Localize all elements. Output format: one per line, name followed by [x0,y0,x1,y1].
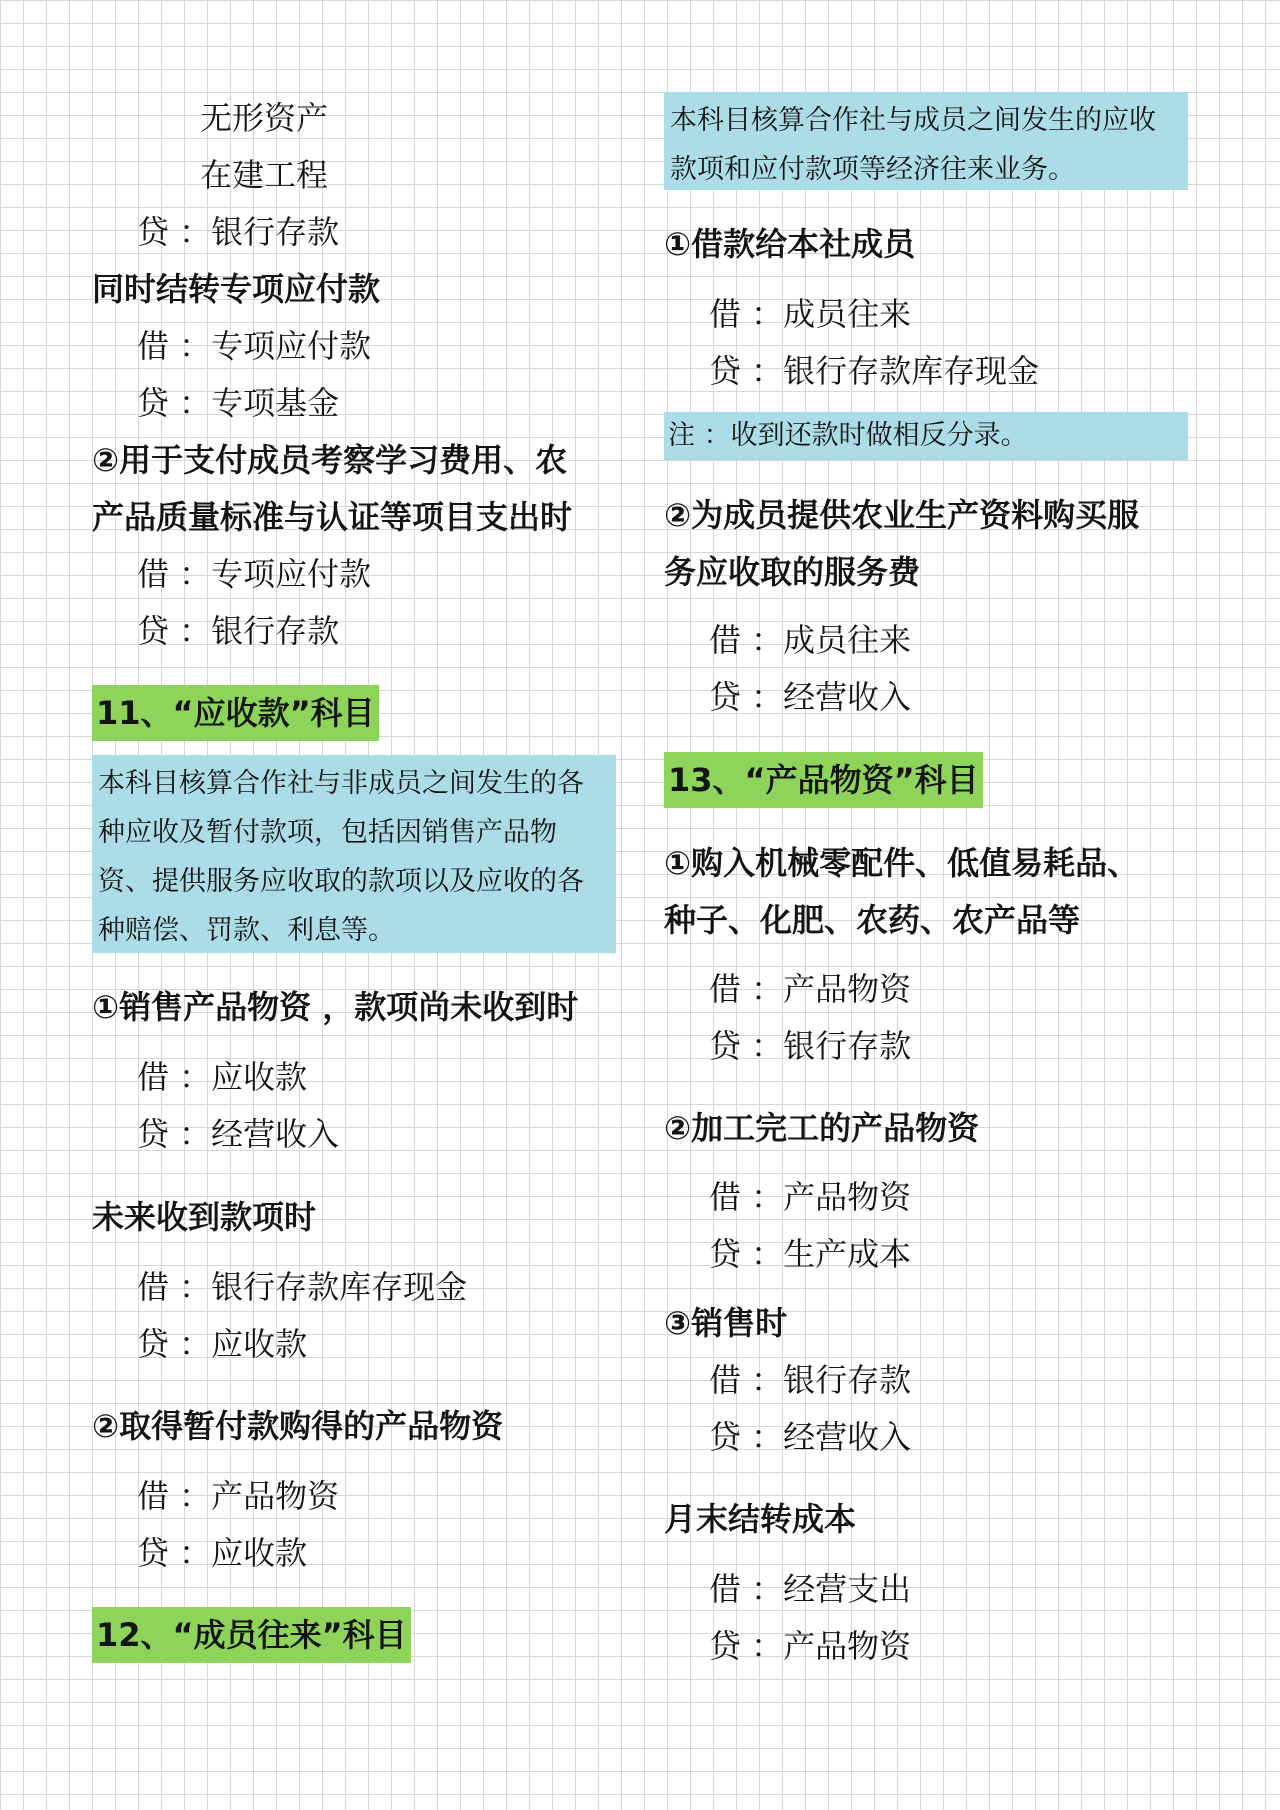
entry-line: 无形资产 [200,99,329,137]
credit-line: 贷 ：生产成本 [709,1235,912,1273]
debit-line: 借 ：银行存款库存现金 [137,1268,468,1306]
debit-line: 借 ：产品物资 [137,1477,340,1515]
section-header-11: 11、“应收款”科目 [92,685,379,741]
subheading: ③销售时 [664,1304,788,1342]
subheading: 月末结转成本 [664,1500,857,1538]
debit-line: 借 ：成员往来 [709,295,912,333]
subheading: ②加工完工的产品物资 [664,1109,980,1147]
credit-line: 贷 ：银行存款库存现金 [709,352,1040,390]
entry-line: 在建工程 [200,156,329,194]
credit-line: 贷 ：经营收入 [137,1115,340,1153]
section-header-13: 13、“产品物资”科目 [664,752,983,808]
subheading: 种子、化肥、农药、农产品等 [664,901,1081,939]
subheading: ②用于支付成员考察学习费用、农 [92,441,568,479]
debit-line: 借 ：专项应付款 [137,555,372,593]
subheading: ①购入机械零配件、低值易耗品、 [664,844,1140,882]
debit-line: 借 ：产品物资 [709,1178,912,1216]
credit-line: 贷 ：银行存款 [137,213,340,251]
description-box-11: 本科目核算合作社与非成员之间发生的各种应收及暂付款项，包括因销售产品物 资、提供服务应收取的款项以及应收的各种赔偿、罚款、利息等。 [92,755,616,953]
subheading: 产品质量标准与认证等项目支出时 [92,498,573,536]
note-box: 注 ：收到还款时做相反分录。 [664,412,1188,460]
credit-line: 贷 ：经营收入 [709,678,912,716]
subheading: 同时结转专项应付款 [92,270,381,308]
description-box-12: 本科目核算合作社与成员之间发生的应收款项和应付款项等经济往来业务。 [664,92,1188,190]
debit-line: 借 ：经营支出 [709,1570,912,1608]
subheading: 未来收到款项时 [92,1198,317,1236]
section-header-12: 12、“成员往来”科目 [92,1607,411,1663]
subheading: ②为成员提供农业生产资料购买服 [664,496,1140,534]
debit-line: 借 ：银行存款 [709,1361,912,1399]
debit-line: 借 ：成员往来 [709,621,912,659]
credit-line: 贷 ：银行存款 [709,1027,912,1065]
subheading: ①销售产品物资 ，款项尚未收到时 [92,988,579,1026]
credit-line: 贷 ：产品物资 [709,1627,912,1665]
subheading: ①借款给本社成员 [664,225,916,263]
credit-line: 贷 ：应收款 [137,1534,308,1572]
subheading: 务应收取的服务费 [664,553,921,591]
credit-line: 贷 ：银行存款 [137,612,340,650]
subheading: ②取得暂付款购得的产品物资 [92,1407,504,1445]
debit-line: 借 ：应收款 [137,1058,308,1096]
credit-line: 贷 ：经营收入 [709,1418,912,1456]
credit-line: 贷 ：应收款 [137,1325,308,1363]
credit-line: 贷 ：专项基金 [137,384,340,422]
debit-line: 借 ：产品物资 [709,970,912,1008]
debit-line: 借 ：专项应付款 [137,327,372,365]
